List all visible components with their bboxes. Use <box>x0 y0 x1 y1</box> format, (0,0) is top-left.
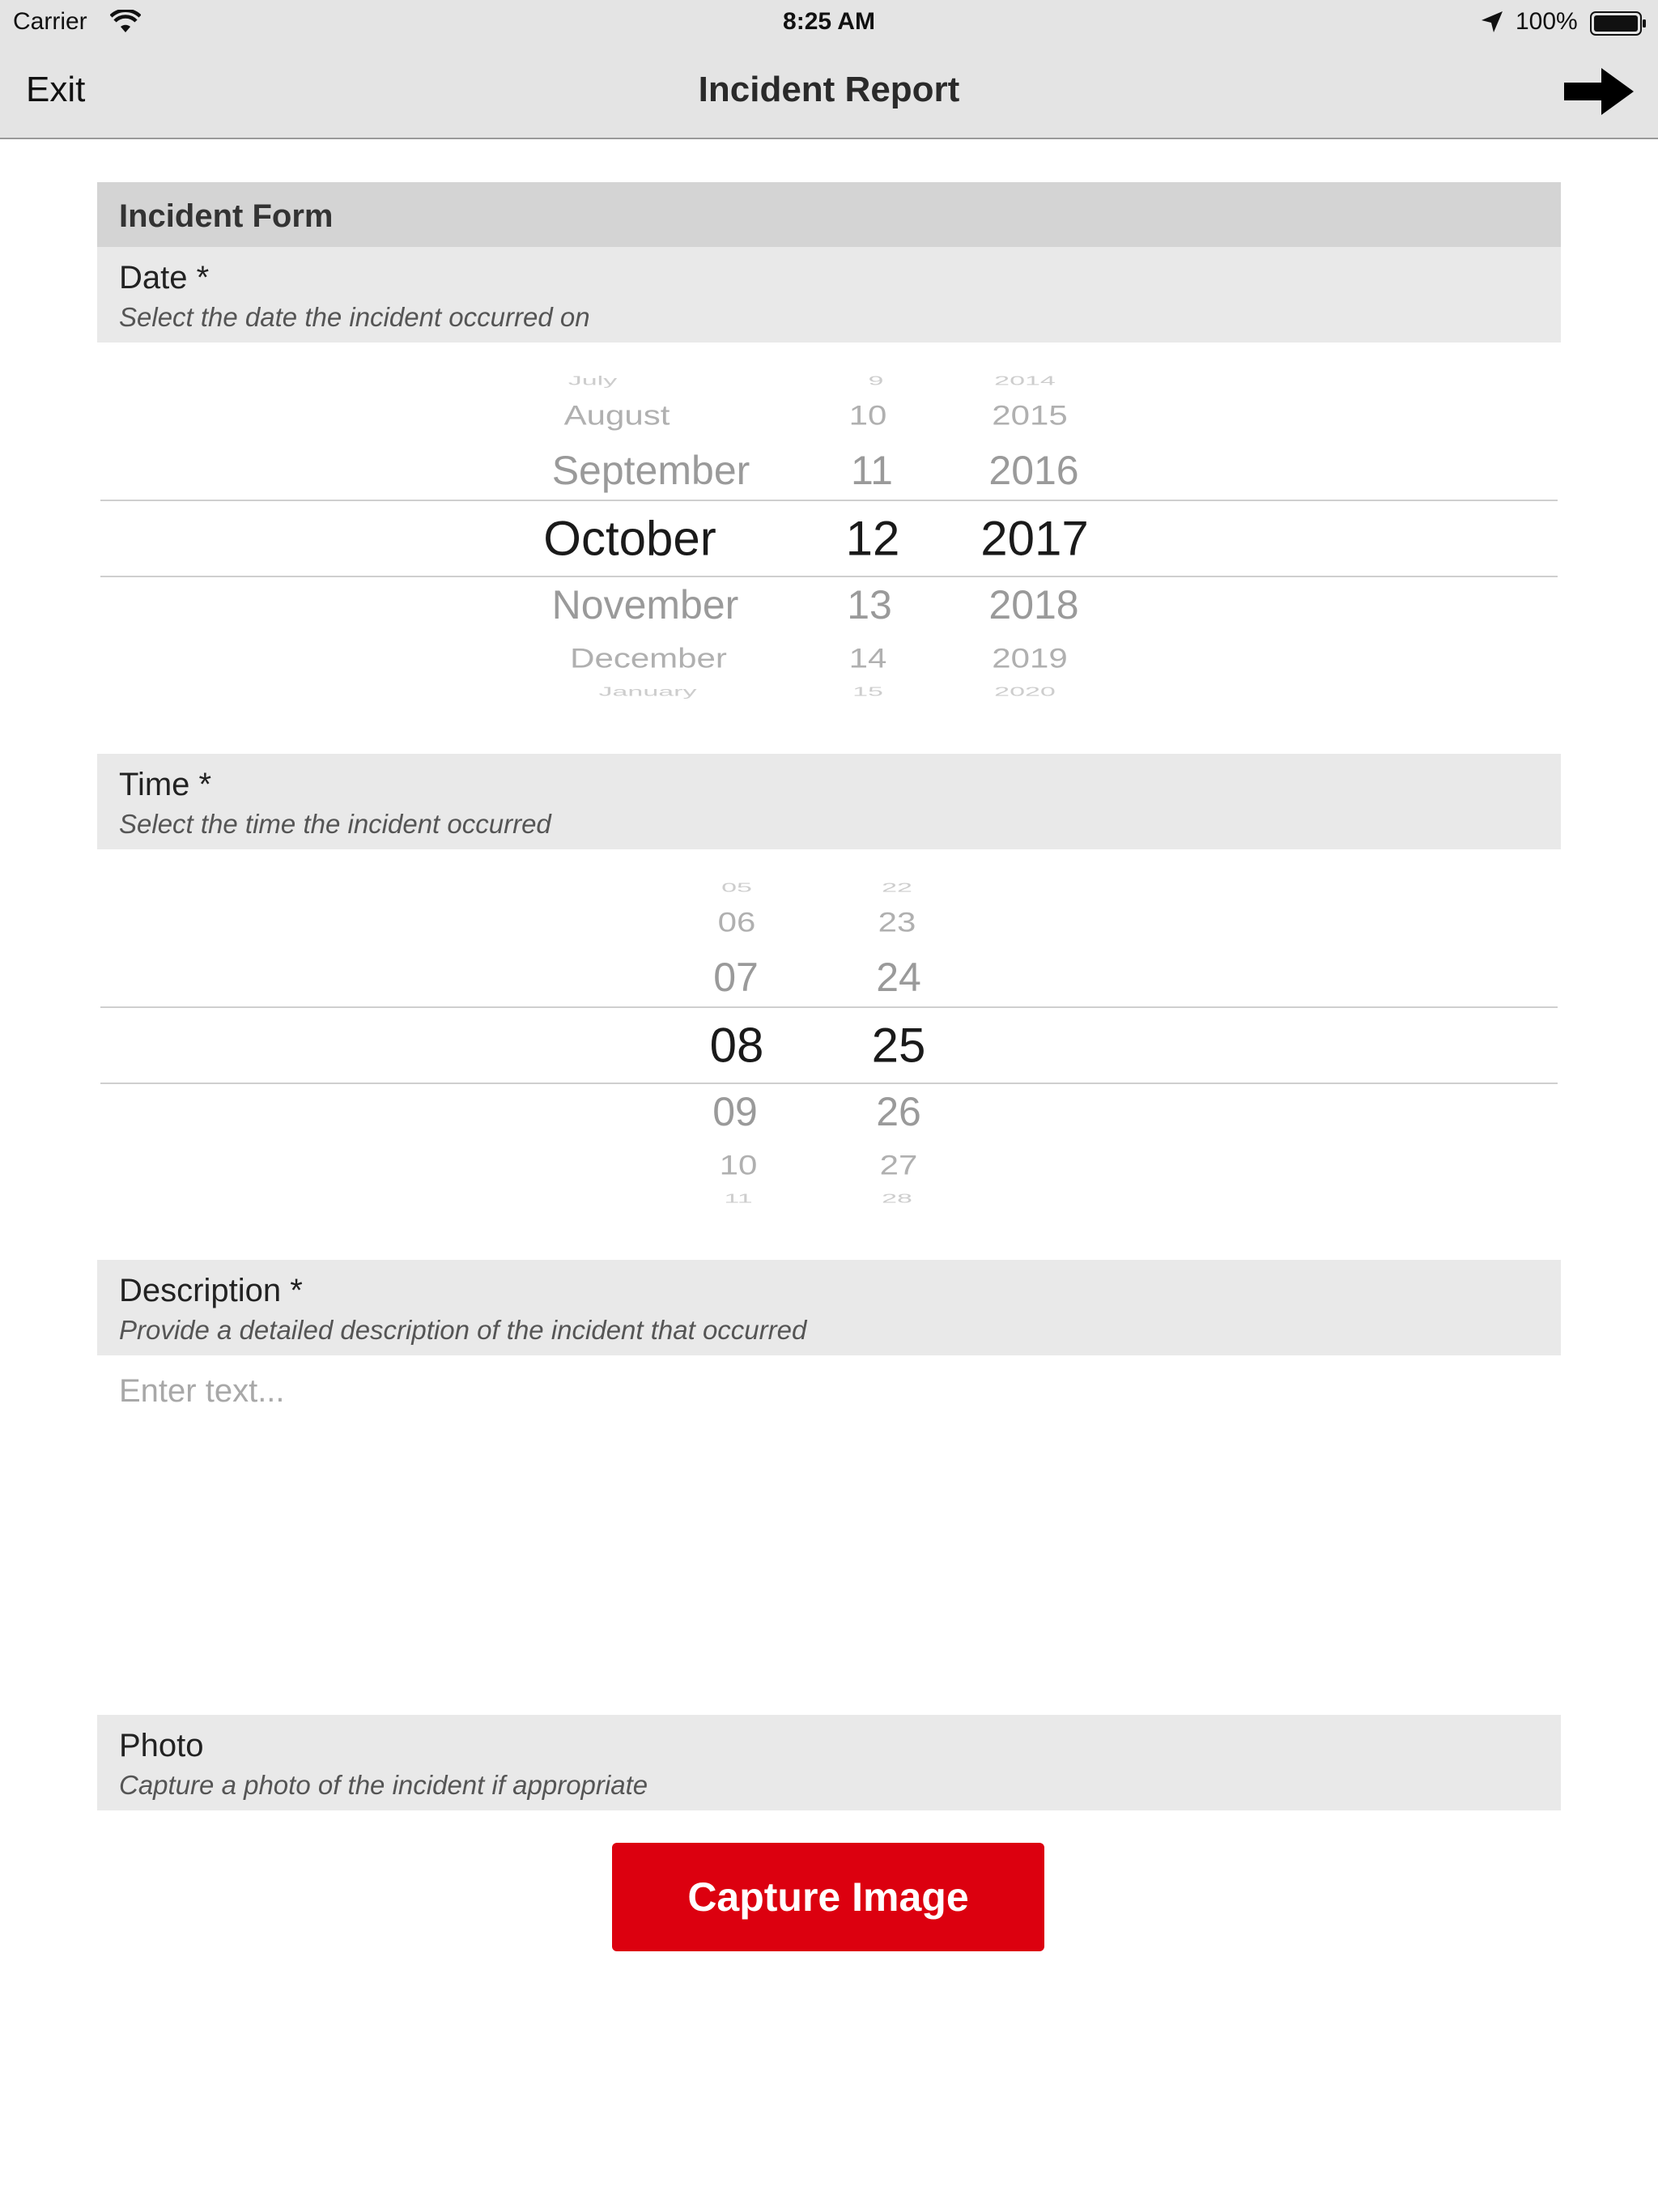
picker-day-item[interactable]: 11 <box>851 448 893 493</box>
picker-year-item[interactable]: 2016 <box>988 448 1079 493</box>
picker-minute-item[interactable]: 23 <box>878 906 916 938</box>
location-arrow-icon <box>1480 10 1504 40</box>
picker-month-item[interactable]: July <box>568 374 618 389</box>
photo-field-header <box>97 1715 1561 1810</box>
picker-hour-item[interactable]: 06 <box>717 906 756 938</box>
photo-hint: Capture a photo of the incident if appropriate <box>119 1770 648 1800</box>
picker-hour-item[interactable]: 11 <box>724 1192 753 1206</box>
picker-month-item[interactable]: August <box>563 399 670 431</box>
picker-year-item[interactable]: 2014 <box>994 374 1056 389</box>
picker-minute-item[interactable]: 26 <box>876 1089 921 1134</box>
picker-hour-item[interactable]: 10 <box>719 1149 758 1180</box>
page-title: Incident Report <box>698 70 960 109</box>
time-picker[interactable] <box>97 874 1561 1214</box>
picker-day-item[interactable]: 14 <box>848 642 887 674</box>
picker-minute-item[interactable]: 24 <box>876 955 921 1000</box>
picker-hour-item[interactable]: 09 <box>712 1089 758 1134</box>
picker-year-item[interactable]: 2020 <box>994 685 1056 700</box>
time-field-header <box>97 754 1561 849</box>
picker-month-item[interactable]: September <box>551 448 750 493</box>
picker-year-item[interactable]: 2015 <box>992 399 1068 431</box>
picker-day-item[interactable]: 15 <box>852 685 883 700</box>
navigation-bar <box>0 45 1658 139</box>
picker-hour-item[interactable]: 05 <box>721 881 752 895</box>
picker-day-item[interactable]: 10 <box>848 399 887 431</box>
status-time: 8:25 AM <box>783 8 875 35</box>
picker-hour-selected[interactable]: 08 <box>709 1018 764 1073</box>
picker-selection-band <box>100 500 1558 577</box>
picker-minute-selected[interactable]: 25 <box>871 1018 926 1073</box>
picker-selection-band <box>100 1006 1558 1084</box>
exit-button[interactable]: Exit <box>26 70 86 109</box>
picker-year-item[interactable]: 2018 <box>988 582 1079 627</box>
arrow-right-icon[interactable] <box>1562 66 1635 121</box>
picker-hour-item[interactable]: 07 <box>713 955 759 1000</box>
picker-month-item[interactable]: November <box>551 582 739 627</box>
battery-icon <box>1590 11 1647 42</box>
photo-label: Photo <box>119 1728 204 1763</box>
picker-minute-item[interactable]: 22 <box>882 881 912 895</box>
picker-month-selected[interactable]: October <box>543 511 716 566</box>
picker-year-item[interactable]: 2019 <box>992 642 1068 674</box>
picker-month-item[interactable]: December <box>570 642 727 674</box>
date-label: Date * <box>119 260 210 296</box>
picker-month-item[interactable]: January <box>598 685 697 700</box>
picker-day-selected[interactable]: 12 <box>845 511 900 566</box>
form-section-header <box>97 182 1561 247</box>
battery-percent: 100% <box>1516 8 1578 35</box>
description-label: Description * <box>119 1273 303 1308</box>
section-title: Incident Form <box>119 198 334 234</box>
date-picker[interactable] <box>97 367 1561 707</box>
picker-day-item[interactable]: 9 <box>868 374 884 389</box>
date-hint: Select the date the incident occurred on <box>119 302 590 332</box>
time-label: Time * <box>119 767 212 802</box>
description-hint: Provide a detailed description of the incident that occurred <box>119 1315 807 1345</box>
description-input[interactable] <box>97 1355 1561 1679</box>
date-field-header <box>97 247 1561 342</box>
picker-minute-item[interactable]: 28 <box>882 1192 912 1206</box>
picker-year-selected[interactable]: 2017 <box>980 511 1089 566</box>
capture-image-button[interactable]: Capture Image <box>612 1843 1044 1951</box>
picker-minute-item[interactable]: 27 <box>879 1149 918 1180</box>
time-hint: Select the time the incident occurred <box>119 809 551 839</box>
picker-day-item[interactable]: 13 <box>847 582 892 627</box>
carrier-label: Carrier <box>13 8 87 35</box>
description-field-header <box>97 1260 1561 1355</box>
status-bar <box>0 0 1658 45</box>
